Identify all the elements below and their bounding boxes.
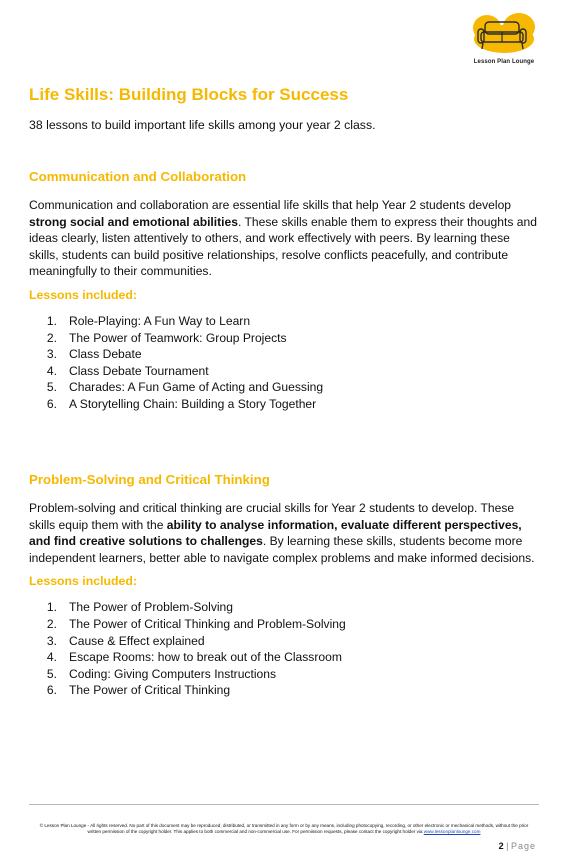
page-number	[499, 841, 536, 851]
page-separator: |	[506, 841, 509, 851]
list-item: 3. Class Debate	[46, 347, 142, 362]
section-body: Communication and collaboration are essential life skills that help Year 2 students develop strong social and emotional abilities. These skills enable them to express their thoughts and ideas clearly, listen attentively to others, and work effectively with peers. By learning these skills, students can build positive relationships, resolve conflicts peacefully, and contribute meaningfully to their communities.	[29, 198, 537, 279]
intro-text: 38 lessons to build important life skills among your year 2 class.	[29, 118, 376, 132]
lessons-label: Lessons included:	[29, 574, 137, 589]
lesson-list	[29, 313, 539, 413]
list-item: 6. A Storytelling Chain: Building a Story Together	[46, 396, 317, 411]
list-item: 1. Role-Playing: A Fun Way to Learn	[46, 313, 251, 328]
lessons-label: Lessons included:	[29, 287, 137, 302]
emphasis-text: strong social and emotional abilities	[29, 214, 238, 229]
section-heading: Communication and Collaboration	[29, 169, 247, 184]
footer-copyright	[36, 823, 532, 836]
page-word: Page	[510, 841, 536, 851]
footer-divider	[29, 804, 539, 805]
page-title: Life Skills: Building Blocks for Success	[29, 85, 349, 104]
sofa-logo-icon	[471, 12, 537, 58]
emphasis-text: ability to analyse information, evaluate different perspectives, and find creative solutions to challenges	[29, 517, 522, 549]
list-item: 1. The Power of Problem-Solving	[46, 600, 234, 615]
section-communication	[29, 169, 539, 413]
list-item: 5. Coding: Giving Computers Instructions	[46, 666, 277, 681]
section-problem-solving	[29, 472, 539, 699]
brand-logo	[470, 12, 538, 65]
page-number-value: 2	[498, 841, 504, 851]
brand-name: Lesson Plan Lounge	[473, 59, 535, 65]
lesson-list	[29, 599, 539, 699]
website-link[interactable]: www.lessonplanlounge.com	[423, 829, 481, 835]
list-item: 4. Escape Rooms: how to break out of the Classroom	[46, 650, 342, 665]
list-item: 2. The Power of Critical Thinking and Problem-Solving	[46, 616, 346, 631]
list-item: 6. The Power of Critical Thinking	[46, 683, 231, 698]
list-item: 2. The Power of Teamwork: Group Projects	[46, 330, 287, 345]
section-body: Problem-solving and critical thinking are crucial skills for Year 2 students to develop. These skills equip them with the ability to analyse information, evaluate different perspectives, and find creative solutions to challenges. By learning these skills, students become more independent learners, better able to navigate complex problems and make informed decisions.	[29, 501, 535, 565]
copyright-text: © Lesson Plan Lounge - All rights reserved. No part of this document may be reproduced, distributed, or transmitted in any form or by any means, including photocopying, recording, or other electronic or mechanical methods, without the prior written permission of the copyright holder. This applies to both commercial and non-commercial use. For permission requests, please contact the copyright holder via	[39, 823, 529, 835]
list-item: 5. Charades: A Fun Game of Acting and Guessing	[46, 380, 324, 395]
list-item: 3. Cause & Effect explained	[46, 633, 205, 648]
section-heading: Problem-Solving and Critical Thinking	[29, 472, 270, 487]
list-item: 4. Class Debate Tournament	[46, 363, 209, 378]
